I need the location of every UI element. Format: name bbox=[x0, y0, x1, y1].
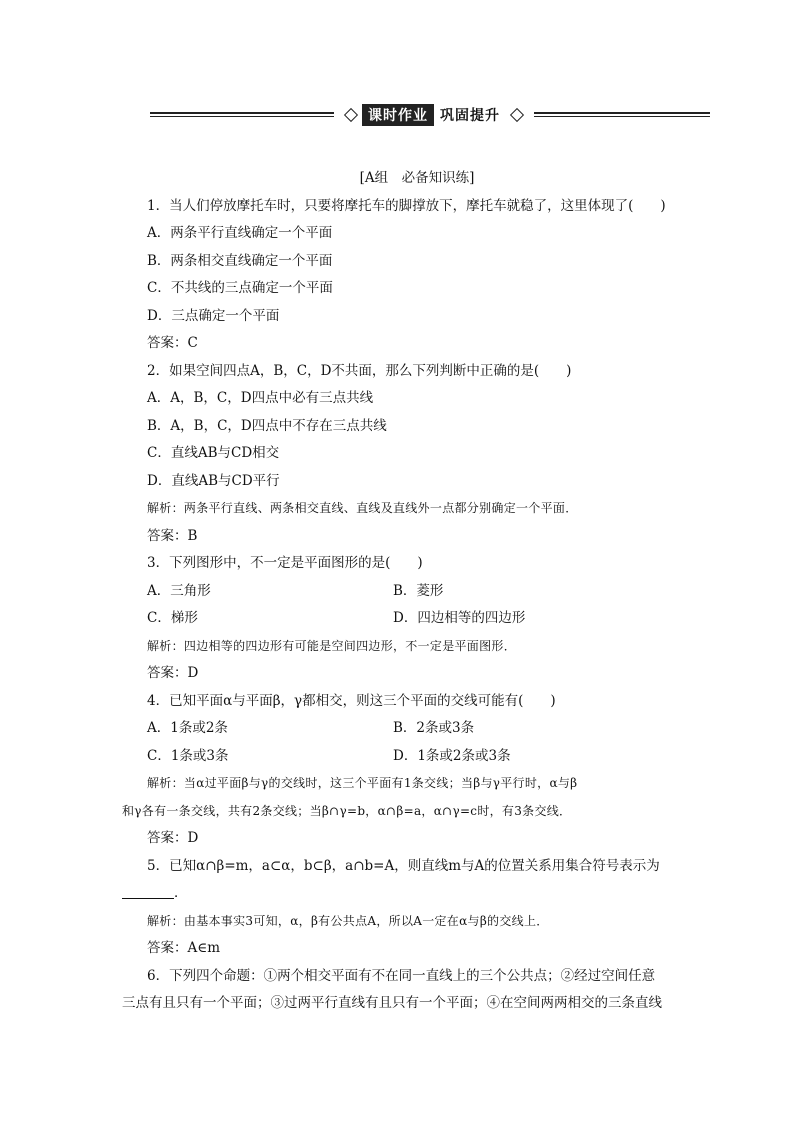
question-3-option-c: C．梯形 bbox=[147, 610, 198, 626]
question-5-stem-tail: ． bbox=[174, 885, 188, 901]
question-3-options-row-2 bbox=[147, 605, 687, 633]
question-4-options-row-1 bbox=[147, 715, 687, 743]
diamond-icon bbox=[510, 108, 524, 122]
question-4-analysis-line-1: 解析：当α过平面β与γ的交线时，这三个平面有1条交线；当β与γ平行时，α与β bbox=[147, 776, 578, 790]
question-3-options-row-1 bbox=[147, 578, 687, 606]
question-2-option-a: A．A，B，C，D四点中必有三点共线 bbox=[147, 390, 374, 406]
banner-right-label: 巩固提升 bbox=[440, 108, 500, 124]
question-4-option-a: A．1条或2条 bbox=[147, 720, 228, 736]
question-3-stem: 3．下列图形中，不一定是平面图形的是( ) bbox=[147, 555, 423, 571]
question-5-blank-line bbox=[122, 880, 687, 908]
question-2-analysis: 解析：两条平行直线、两条相交直线、直线及直线外一点都分别确定一个平面． bbox=[147, 501, 578, 515]
question-6-stem-line-2: 三点有且只有一个平面；③过两平行直线有且只有一个平面；④在空间两两相交的三条直线 bbox=[122, 995, 662, 1011]
question-1-answer: 答案：C bbox=[147, 335, 198, 351]
question-2-stem: 2．如果空间四点A，B，C，D不共面，那么下列判断中正确的是( ) bbox=[147, 362, 572, 379]
question-3-option-a: A．三角形 bbox=[147, 582, 211, 599]
question-1-option-b: B．两条相交直线确定一个平面 bbox=[147, 252, 333, 269]
question-3-answer: 答案：D bbox=[147, 665, 199, 681]
question-2-option-b: B．A，B，C，D四点中不存在三点共线 bbox=[147, 417, 387, 434]
question-4-option-b: B．2条或3条 bbox=[393, 720, 475, 736]
question-2-option-d: D．直线AB与CD平行 bbox=[147, 472, 280, 489]
diamond-icon bbox=[344, 108, 358, 122]
question-1-option-d: D．三点确定一个平面 bbox=[147, 307, 280, 324]
question-4-option-d: D．1条或2条或3条 bbox=[393, 747, 511, 764]
question-1-stem: 1．当人们停放摩托车时，只要将摩托车的脚撑放下，摩托车就稳了，这里体现了( ) bbox=[147, 197, 666, 214]
question-3-option-d: D．四边相等的四边形 bbox=[393, 610, 526, 626]
question-5-answer: 答案：A∈m bbox=[147, 940, 221, 956]
question-4-options-row-2 bbox=[147, 743, 687, 771]
question-2-answer: 答案：B bbox=[147, 527, 198, 544]
question-4-answer: 答案：D bbox=[147, 830, 199, 846]
question-3-analysis: 解析：四边相等的四边形有可能是空间四边形，不一定是平面图形． bbox=[147, 638, 517, 653]
banner-label-group bbox=[334, 104, 534, 126]
group-title: [A组 必备知识练] bbox=[359, 170, 475, 186]
question-3-option-b: B．菱形 bbox=[393, 582, 444, 599]
question-4-stem: 4．已知平面α与平面β，γ都相交，则这三个平面的交线可能有( ) bbox=[147, 692, 556, 709]
banner-left-label: 课时作业 bbox=[362, 104, 434, 126]
exercise-content bbox=[122, 165, 687, 1018]
question-5-analysis: 解析：由基本事实3可知，α，β有公共点A，所以A一定在α与β的交线上． bbox=[147, 913, 549, 928]
answer-blank bbox=[122, 884, 174, 899]
section-banner bbox=[150, 104, 710, 126]
question-4-option-c: C．1条或3条 bbox=[147, 747, 229, 764]
question-5-stem: 5．已知α∩β=m，a⊂α，b⊂β，a∩b=A，则直线m与A的位置关系用集合符号表示为 bbox=[147, 857, 660, 874]
question-2-option-c: C．直线AB与CD相交 bbox=[147, 445, 280, 461]
question-1-option-c: C．不共线的三点确定一个平面 bbox=[147, 280, 333, 296]
question-6-stem-line-1: 6．下列四个命题：①两个相交平面有不在同一直线上的三个公共点；②经过空间任意 bbox=[147, 967, 656, 984]
question-1-option-a: A．两条平行直线确定一个平面 bbox=[147, 225, 333, 241]
question-4-analysis-line-2: 和γ各有一条交线，共有2条交线；当β∩γ=b，α∩β=a，α∩γ=c时，有3条交线． bbox=[122, 803, 572, 818]
